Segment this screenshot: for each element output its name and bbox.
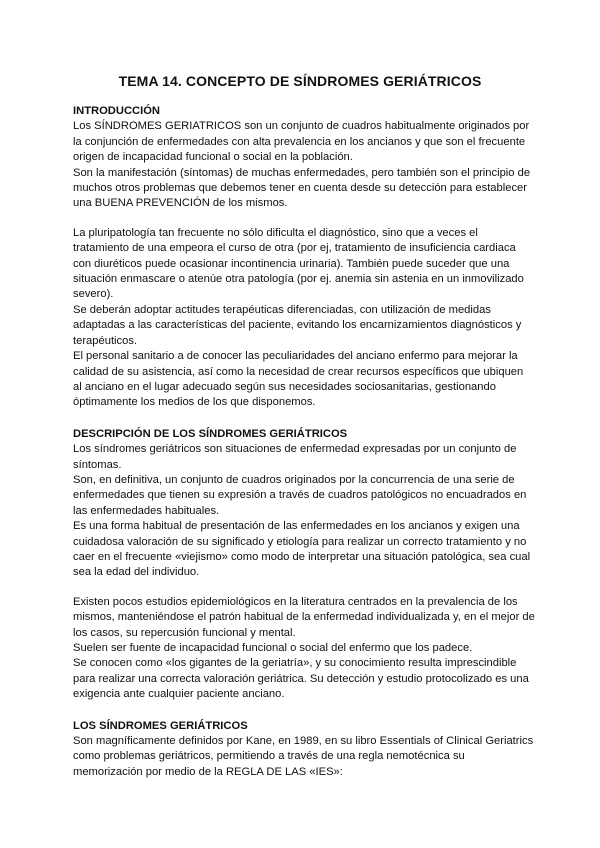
paragraph: El personal sanitario a de conocer las peculiaridades del anciano enfermo para mejorar la calidad de su asistencia, así como la necesidad de crear recursos específicos que ubiquen al anciano en el lugar adecuado según sus necesidades sociosanitarias, gestionando óptimamente los medios de los que disponemos. (73, 350, 524, 409)
document-title: TEMA 14. CONCEPTO DE SÍNDROMES GERIÁTRICOS (118, 73, 482, 89)
paragraph: La pluripatología tan frecuente no sólo dificulta el diagnóstico, sino que a veces el tratamiento de una empeora el curso de otra (por ej, tratamiento de insuficiencia cardiaca con diuréticos puede ocasionar incontinencia urinaria). También puede suceder que una situación enmascare o atenúe otra patología (por ej. anemia sin astenia en un inmovilizado severo). (73, 226, 524, 301)
paragraph: Se deberán adoptar actitudes terapéuticas diferenciadas, con utilización de medidas adaptadas a las características del paciente, evitando los encarnizamientos diagnósticos y terapéuticos. (73, 303, 522, 347)
paragraph: Son, en definitiva, un conjunto de cuadros originados por la concurrencia de una serie de enfermedades que tienen su expresión a través de cuadros patológicos no encuadrados en las enfermedades habituales. (73, 473, 527, 517)
paragraph: Los síndromes geriátricos son situaciones de enfermedad expresadas por un conjunto de síntomas. (73, 443, 517, 471)
document-body (73, 104, 535, 780)
paragraph: Es una forma habitual de presentación de las enfermedades en los ancianos y exigen una cuidadosa valoración de su significado y etiología para realizar un correcto tratamiento y no caer en el frecuente «viejismo» como modo de interpretar una situación patológica, sea cual sea la edad del individuo. (73, 520, 531, 579)
paragraph: Son la manifestación (síntomas) de muchas enfermedades, pero también son el principio de muchos otros problemas que debemos tener en cuenta desde su detección para establecer una BUENA PREVENCIÓN de los mismos. (73, 166, 531, 210)
section-los-sindromes (73, 719, 535, 781)
paragraph: Existen pocos estudios epidemiológicos en la literatura centrados en la prevalencia de los mismos, manteniéndose el patrón habitual de la enfermedad individualizada y, en el mejor de los casos, su repercusión funcional y mental. (73, 595, 535, 639)
section-descripcion (73, 427, 535, 703)
section-introduccion (73, 104, 535, 411)
paragraph: Se conocen como «los gigantes de la geriatría», y su conocimiento resulta imprescindible para realizar una correcta valoración geriátrica. Su detección y estudio protocolizado es una exigencia ante cualquier paciente anciano. (73, 657, 529, 701)
section-heading: LOS SÍNDROMES GERIÁTRICOS (73, 719, 248, 732)
section-heading: DESCRIPCIÓN DE LOS SÍNDROMES GERIÁTRICOS (73, 427, 348, 440)
paragraph: Los SÍNDROMES GERIATRICOS son un conjunto de cuadros habitualmente originados por la conjunción de enfermedades con alta prevalencia en los ancianos y que son el frecuente origen de incapacidad funcional o social en la población. (73, 120, 530, 164)
paragraph: Suelen ser fuente de incapacidad funcional o social del enfermo que los padece. (73, 642, 473, 654)
paragraph: Son magníficamente definidos por Kane, en 1989, en su libro Essentials of Clinical Geriatrics como problemas geriátricos, permitiendo a través de una regla nemotécnica su memorización por medio de la REGLA DE LAS «IES»: (73, 735, 534, 778)
section-heading: INTRODUCCIÓN (73, 105, 161, 117)
